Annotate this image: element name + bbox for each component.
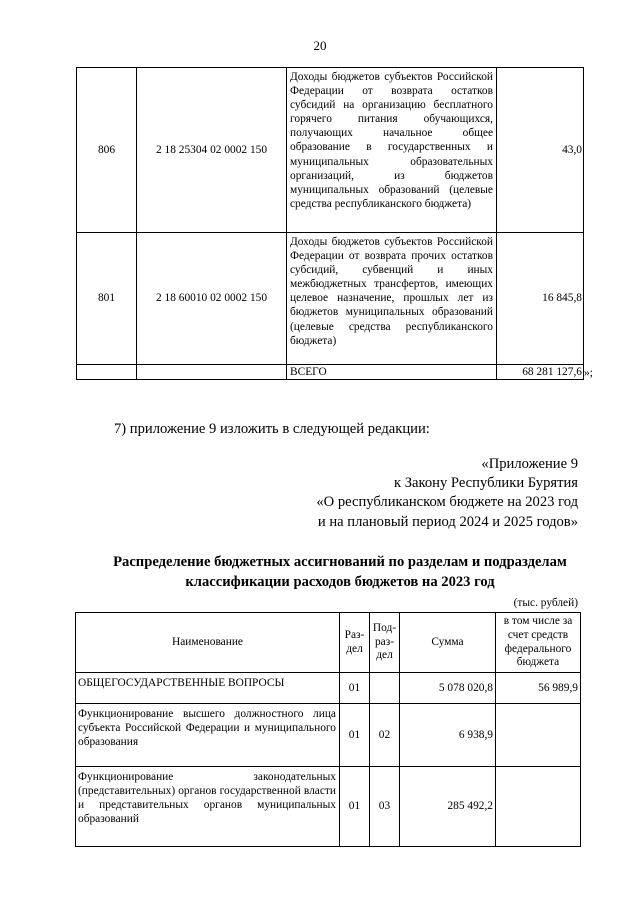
row-sum: 6 938,9 <box>400 704 496 767</box>
total-label: ВСЕГО <box>287 365 497 380</box>
empty-cell <box>137 365 287 380</box>
row-federal <box>496 767 581 847</box>
closing-quote: »; <box>584 367 593 379</box>
row-section: 01 <box>340 767 370 847</box>
table-row <box>76 704 581 767</box>
header-row <box>76 613 581 673</box>
empty-cell <box>77 365 137 380</box>
allocation-table <box>75 612 581 847</box>
row-subsection: 03 <box>370 767 400 847</box>
item-7-text: 7) приложение 9 изложить в следующей редакции: <box>114 421 430 437</box>
description-cell: Доходы бюджетов субъектов Российской Федерации от возврата прочих остатков субсидий, субвенций и иных межбюджетных трансфертов, имеющих целевое назначение, прошлых лет из бюджетов муниципальных образований (целевые средства республиканского бюджета) <box>287 233 497 365</box>
row-sum: 285 492,2 <box>400 767 496 847</box>
row-section: 01 <box>340 704 370 767</box>
row-name: ОБЩЕГОСУДАРСТВЕННЫЕ ВОПРОСЫ <box>76 673 340 704</box>
document-title <box>60 553 620 592</box>
row-name: Функционирование высшего должностного лица субъекта Российской Федерации и муниципального образования <box>76 704 340 767</box>
appendix-line: «Приложение 9 <box>481 456 578 472</box>
header-sum: Сумма <box>400 613 496 673</box>
header-name: Наименование <box>76 613 340 673</box>
appendix-heading <box>316 455 578 532</box>
header-section: Раз-дел <box>340 613 370 673</box>
row-subsection <box>370 673 400 704</box>
appendix-line: к Закону Республики Бурятия <box>393 475 578 492</box>
unit-label: (тыс. рублей) <box>513 597 578 609</box>
table-row <box>77 68 584 233</box>
total-row <box>77 365 584 380</box>
header-federal: в том числе за счет средств федерального бюджета <box>496 613 581 673</box>
budget-code-cell: 2 18 60010 02 0002 150 <box>137 233 287 365</box>
appendix-line: и на плановый период 2024 и 2025 годов» <box>317 513 578 530</box>
amount-cell: 43,0 <box>497 68 584 233</box>
row-section: 01 <box>340 673 370 704</box>
appendix-line: «О республиканском бюджете на 2023 год <box>316 494 578 511</box>
title-line: классификации расходов бюджетов на 2023 год <box>185 573 495 590</box>
budget-code-cell: 2 18 25304 02 0002 150 <box>137 68 287 233</box>
page-number: 20 <box>313 38 327 53</box>
header-subsection: Под-раз-дел <box>370 613 400 673</box>
amount-cell: 16 845,8 <box>497 233 584 365</box>
admin-code-cell: 806 <box>77 68 137 233</box>
row-sum: 5 078 020,8 <box>400 673 496 704</box>
description-cell: Доходы бюджетов субъектов Российской Федерации от возврата остатков субсидий на организацию бесплатного горячего питания обучающихся, получающих начальное общее образование в государственных и муниципальных образовательных организаций, из бюджетов муниципальных образований (целевые средства республиканского бюджета) <box>287 68 497 233</box>
row-name: Функционирование законодательных (представительных) органов государственной власти и представительных органов муниципальных образований <box>76 767 340 847</box>
admin-code-cell: 801 <box>77 233 137 365</box>
row-federal: 56 989,9 <box>496 673 581 704</box>
row-federal <box>496 704 581 767</box>
income-table <box>76 67 584 380</box>
row-subsection: 02 <box>370 704 400 767</box>
table-row <box>76 767 581 847</box>
table-row <box>76 673 581 704</box>
title-line: Распределение бюджетных ассигнований по разделам и подразделам <box>113 554 567 570</box>
table-row <box>77 233 584 365</box>
total-amount: 68 281 127,6 <box>497 365 584 380</box>
